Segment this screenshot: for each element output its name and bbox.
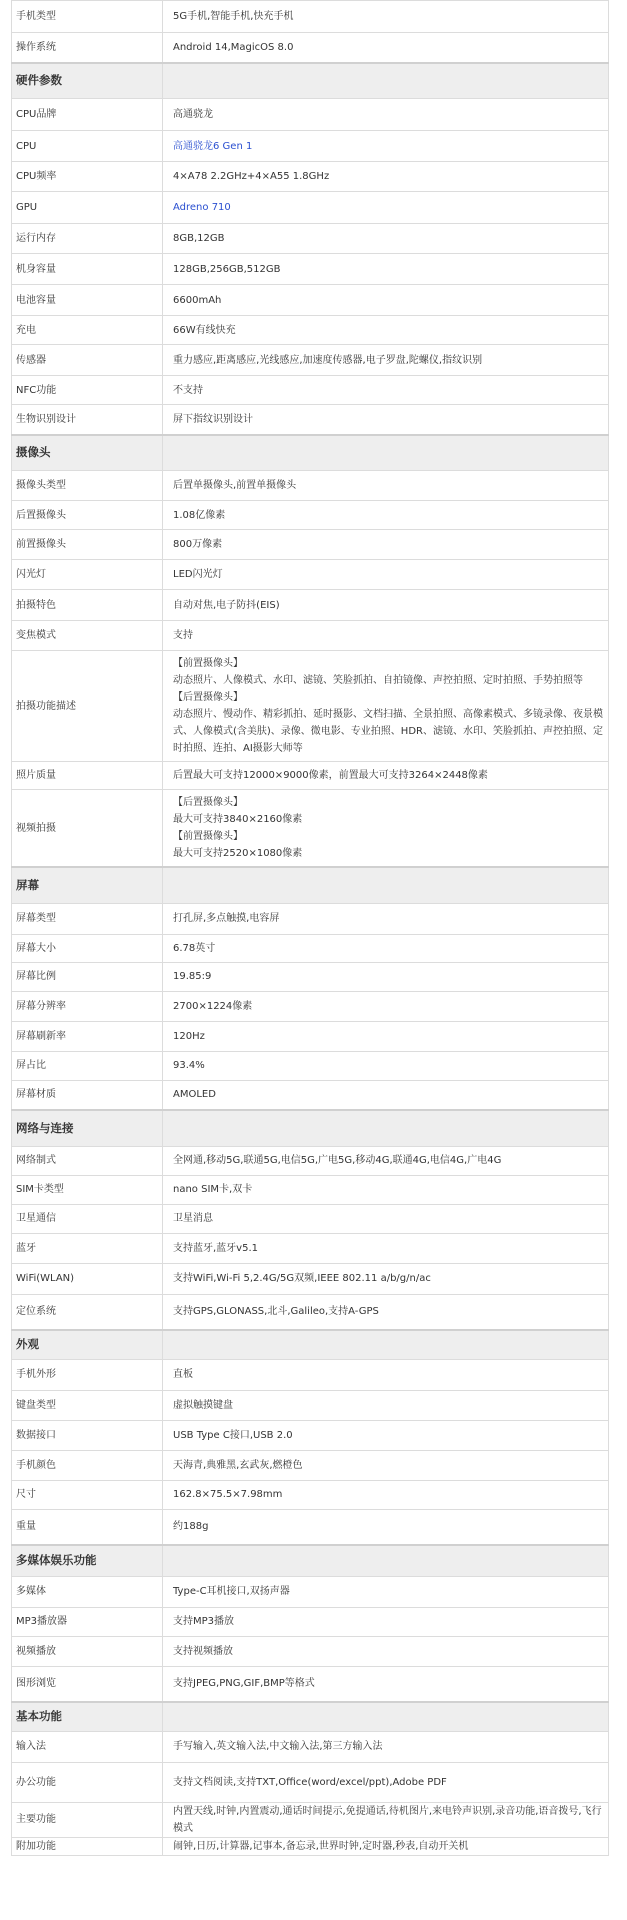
spec-row <box>12 1233 609 1263</box>
spec-row <box>12 590 609 621</box>
spec-row <box>12 1731 609 1762</box>
spec-label: 屏幕大小 <box>12 934 163 962</box>
spec-value: 支持JPEG,PNG,GIF,BMP等格式 <box>163 1666 609 1702</box>
spec-value: 闹钟,日历,计算器,记事本,备忘录,世界时钟,定时器,秒表,自动开关机 <box>163 1837 609 1855</box>
spec-row <box>12 285 609 316</box>
spec-value: 支持视频播放 <box>163 1636 609 1666</box>
spec-value: 高通骁龙 <box>163 99 609 131</box>
spec-label: GPU <box>12 192 163 224</box>
spec-label: 摄像头类型 <box>12 471 163 501</box>
spec-label: 闪光灯 <box>12 560 163 590</box>
spec-label: 重量 <box>12 1509 163 1545</box>
spec-value: 6600mAh <box>163 285 609 316</box>
spec-row <box>12 903 609 934</box>
spec-row <box>12 621 609 651</box>
section-title: 基本功能 <box>12 1702 163 1731</box>
spec-row <box>12 1175 609 1204</box>
section-title: 硬件参数 <box>12 63 163 99</box>
spec-label: 视频拍摄 <box>12 790 163 868</box>
spec-row <box>12 560 609 590</box>
spec-label: 传感器 <box>12 345 163 376</box>
spec-row <box>12 192 609 224</box>
spec-row <box>12 1390 609 1420</box>
spec-row <box>12 762 609 790</box>
spec-row <box>12 162 609 192</box>
spec-value: 内置天线,时钟,内置震动,通话时间提示,免提通话,待机图片,来电铃声识别,录音功能,语音拨号,飞行模式 <box>163 1802 609 1837</box>
spec-label: 附加功能 <box>12 1837 163 1855</box>
spec-label: SIM卡类型 <box>12 1175 163 1204</box>
spec-row <box>12 530 609 560</box>
spec-value: 1.08亿像素 <box>163 501 609 530</box>
spec-label: 尺寸 <box>12 1480 163 1509</box>
spec-label: 屏幕比例 <box>12 962 163 991</box>
spec-row <box>12 1762 609 1802</box>
spec-label: 后置摄像头 <box>12 501 163 530</box>
spec-label: 定位系统 <box>12 1294 163 1330</box>
spec-label: 屏幕刷新率 <box>12 1021 163 1051</box>
spec-value: 手写输入,英文输入法,中文输入法,第三方输入法 <box>163 1731 609 1762</box>
spec-value: 支持MP3播放 <box>163 1607 609 1636</box>
spec-label: 屏幕类型 <box>12 903 163 934</box>
spec-label: 拍摄特色 <box>12 590 163 621</box>
spec-value: 支持WiFi,Wi-Fi 5,2.4G/5G双频,IEEE 802.11 a/b/g/n/ac <box>163 1263 609 1294</box>
spec-value: 约188g <box>163 1509 609 1545</box>
spec-value: 不支持 <box>163 376 609 405</box>
spec-value: 屏下指纹识别设计 <box>163 405 609 435</box>
spec-row <box>12 991 609 1021</box>
spec-row <box>12 1837 609 1855</box>
spec-label: 拍摄功能描述 <box>12 651 163 762</box>
spec-label: 屏占比 <box>12 1051 163 1080</box>
spec-label: 屏幕材质 <box>12 1080 163 1110</box>
spec-row <box>12 790 609 868</box>
spec-label: 照片质量 <box>12 762 163 790</box>
spec-value: AMOLED <box>163 1080 609 1110</box>
spec-row <box>12 1263 609 1294</box>
spec-value: 93.4% <box>163 1051 609 1080</box>
spec-row <box>12 1204 609 1233</box>
spec-row <box>12 934 609 962</box>
section-title: 多媒体娱乐功能 <box>12 1545 163 1576</box>
spec-row <box>12 1420 609 1450</box>
spec-value: 直板 <box>163 1359 609 1390</box>
spec-label: 网络制式 <box>12 1146 163 1175</box>
spec-value-link[interactable]: Adreno 710 <box>163 192 609 224</box>
spec-label: MP3播放器 <box>12 1607 163 1636</box>
spec-row <box>12 1021 609 1051</box>
section-header-row <box>12 1110 609 1146</box>
spec-row <box>12 33 609 63</box>
spec-row <box>12 131 609 162</box>
spec-value: nano SIM卡,双卡 <box>163 1175 609 1204</box>
spec-label: 键盘类型 <box>12 1390 163 1420</box>
section-header-filler <box>163 1330 609 1359</box>
spec-row <box>12 1080 609 1110</box>
section-header-row <box>12 1545 609 1576</box>
section-header-row <box>12 63 609 99</box>
spec-row <box>12 1 609 33</box>
section-title: 摄像头 <box>12 435 163 471</box>
spec-value: 128GB,256GB,512GB <box>163 254 609 285</box>
spec-row <box>12 471 609 501</box>
spec-label: 手机类型 <box>12 1 163 33</box>
section-title: 网络与连接 <box>12 1110 163 1146</box>
spec-label: 操作系统 <box>12 33 163 63</box>
spec-label: NFC功能 <box>12 376 163 405</box>
spec-value: LED闪光灯 <box>163 560 609 590</box>
spec-value: 支持GPS,GLONASS,北斗,Galileo,支持A-GPS <box>163 1294 609 1330</box>
spec-value: 800万像素 <box>163 530 609 560</box>
spec-row <box>12 224 609 254</box>
spec-row <box>12 345 609 376</box>
spec-row <box>12 962 609 991</box>
spec-row <box>12 1294 609 1330</box>
section-header-filler <box>163 435 609 471</box>
spec-value: 支持 <box>163 621 609 651</box>
spec-table-container <box>11 0 609 1856</box>
spec-label: 变焦模式 <box>12 621 163 651</box>
spec-label: CPU品牌 <box>12 99 163 131</box>
spec-row <box>12 1636 609 1666</box>
spec-label: WiFi(WLAN) <box>12 1263 163 1294</box>
spec-value: 【前置摄像头】 动态照片、人像模式、水印、滤镜、笑脸抓拍、自拍镜像、声控拍照、定时拍照、手势拍照等 【后置摄像头】 动态照片、慢动作、精彩抓拍、延时摄影、文档扫描、全景拍照、高像素模式、多镜录像、夜景模式、人像模式(含美肤)、录像、微电影、专业拍照、HDR、滤镜、水印、笑脸抓拍、声控拍照、定时拍照、连拍、AI摄影大师等 <box>163 651 609 762</box>
spec-value: 5G手机,智能手机,快充手机 <box>163 1 609 33</box>
spec-value: 8GB,12GB <box>163 224 609 254</box>
spec-label: 多媒体 <box>12 1576 163 1607</box>
spec-value: 支持文档阅读,支持TXT,Office(word/excel/ppt),Adobe PDF <box>163 1762 609 1802</box>
spec-label: 办公功能 <box>12 1762 163 1802</box>
spec-row <box>12 1666 609 1702</box>
section-header-row <box>12 1330 609 1359</box>
section-header-filler <box>163 1702 609 1731</box>
spec-value: 全网通,移动5G,联通5G,电信5G,广电5G,移动4G,联通4G,电信4G,广电4G <box>163 1146 609 1175</box>
section-title: 屏幕 <box>12 867 163 903</box>
spec-value: 卫星消息 <box>163 1204 609 1233</box>
section-header-filler <box>163 63 609 99</box>
spec-value: 2700×1224像素 <box>163 991 609 1021</box>
spec-label: 卫星通信 <box>12 1204 163 1233</box>
spec-label: 前置摄像头 <box>12 530 163 560</box>
spec-label: 数据接口 <box>12 1420 163 1450</box>
spec-row <box>12 405 609 435</box>
section-header-row <box>12 1702 609 1731</box>
spec-row <box>12 1607 609 1636</box>
spec-row <box>12 316 609 345</box>
spec-value: 4×A78 2.2GHz+4×A55 1.8GHz <box>163 162 609 192</box>
section-title: 外观 <box>12 1330 163 1359</box>
spec-label: 生物识别设计 <box>12 405 163 435</box>
section-header-row <box>12 867 609 903</box>
spec-value: USB Type C接口,USB 2.0 <box>163 1420 609 1450</box>
spec-value: 后置单摄像头,前置单摄像头 <box>163 471 609 501</box>
spec-value: 66W有线快充 <box>163 316 609 345</box>
spec-value: 自动对焦,电子防抖(EIS) <box>163 590 609 621</box>
spec-value-link[interactable]: 高通骁龙6 Gen 1 <box>163 131 609 162</box>
spec-label: 手机颜色 <box>12 1450 163 1480</box>
spec-row <box>12 501 609 530</box>
spec-label: 机身容量 <box>12 254 163 285</box>
spec-value: 6.78英寸 <box>163 934 609 962</box>
spec-value: 重力感应,距离感应,光线感应,加速度传感器,电子罗盘,陀螺仪,指纹识别 <box>163 345 609 376</box>
spec-row <box>12 1146 609 1175</box>
spec-value: 虚拟触摸键盘 <box>163 1390 609 1420</box>
spec-label: CPU <box>12 131 163 162</box>
spec-row <box>12 1051 609 1080</box>
spec-value: Android 14,MagicOS 8.0 <box>163 33 609 63</box>
spec-label: 主要功能 <box>12 1802 163 1837</box>
spec-label: CPU频率 <box>12 162 163 192</box>
spec-row <box>12 1509 609 1545</box>
spec-label: 充电 <box>12 316 163 345</box>
spec-value: 120Hz <box>163 1021 609 1051</box>
spec-value: 支持蓝牙,蓝牙v5.1 <box>163 1233 609 1263</box>
spec-label: 输入法 <box>12 1731 163 1762</box>
spec-value: 打孔屏,多点触摸,电容屏 <box>163 903 609 934</box>
spec-label: 屏幕分辨率 <box>12 991 163 1021</box>
spec-value: 后置最大可支持12000×9000像素，前置最大可支持3264×2448像素 <box>163 762 609 790</box>
spec-table <box>11 0 609 1856</box>
spec-row <box>12 1359 609 1390</box>
spec-row <box>12 99 609 131</box>
spec-table-body <box>12 1 609 1856</box>
spec-value: 【后置摄像头】 最大可支持3840×2160像素 【前置摄像头】 最大可支持2520×1080像素 <box>163 790 609 868</box>
section-header-filler <box>163 867 609 903</box>
section-header-filler <box>163 1545 609 1576</box>
spec-row <box>12 1802 609 1837</box>
spec-value: 19.85:9 <box>163 962 609 991</box>
spec-label: 图形浏览 <box>12 1666 163 1702</box>
spec-label: 手机外形 <box>12 1359 163 1390</box>
section-header-filler <box>163 1110 609 1146</box>
spec-label: 视频播放 <box>12 1636 163 1666</box>
spec-value: 162.8×75.5×7.98mm <box>163 1480 609 1509</box>
spec-row <box>12 1450 609 1480</box>
spec-label: 蓝牙 <box>12 1233 163 1263</box>
spec-row <box>12 651 609 762</box>
spec-row <box>12 254 609 285</box>
section-header-row <box>12 435 609 471</box>
spec-value: Type-C耳机接口,双扬声器 <box>163 1576 609 1607</box>
spec-label: 运行内存 <box>12 224 163 254</box>
spec-value: 天海青,典雅黑,玄武灰,燃橙色 <box>163 1450 609 1480</box>
spec-row <box>12 1480 609 1509</box>
spec-row <box>12 1576 609 1607</box>
spec-row <box>12 376 609 405</box>
spec-label: 电池容量 <box>12 285 163 316</box>
